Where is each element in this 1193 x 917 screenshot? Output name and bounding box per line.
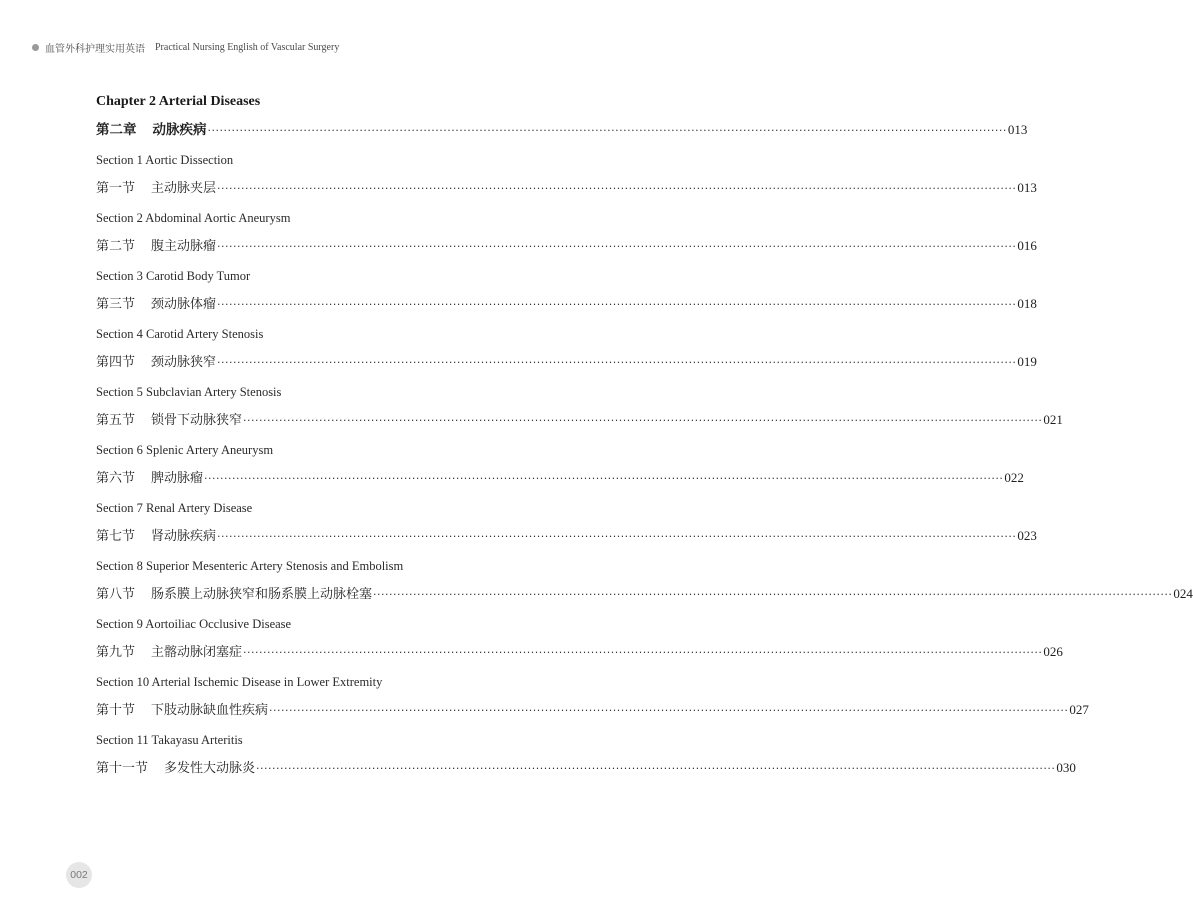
header-title-en: Practical Nursing English of Vascular Surgery <box>155 42 340 53</box>
section-number-zh: 第三节 <box>96 297 136 312</box>
section-title-en: Section 1 Aortic Dissection <box>96 153 234 167</box>
dot-leader: ········································································································································································································ <box>217 298 1017 311</box>
section-title-zh: 颈动脉狭窄 <box>151 355 217 370</box>
section-page-number: 027 <box>1069 702 1089 717</box>
section-page-number: 026 <box>1043 644 1063 659</box>
section-title-zh: 颈动脉体瘤 <box>151 297 217 312</box>
header-title-zh: 血管外科护理实用英语 <box>45 44 145 55</box>
section-entry-zh[interactable] <box>96 641 1063 660</box>
section-number-zh: 第四节 <box>96 355 136 370</box>
dot-leader: ········································································································································································································ <box>269 704 1069 717</box>
section-title-en: Section 2 Abdominal Aortic Aneurysm <box>96 211 291 225</box>
dot-leader: ········································································································································································································ <box>217 530 1017 543</box>
section-title-zh: 肠系膜上动脉狭窄和肠系膜上动脉栓塞 <box>151 587 373 602</box>
section-title-zh: 主髂动脉闭塞症 <box>151 645 243 660</box>
section-number-zh: 第二节 <box>96 239 136 254</box>
section-number-zh: 第八节 <box>96 587 136 602</box>
section-title-en: Section 7 Renal Artery Disease <box>96 501 253 515</box>
section-entry-zh[interactable] <box>96 409 1063 428</box>
chapter-title-zh: 动脉疾病 <box>152 122 207 138</box>
dot-leader: ········································································································································································································ <box>256 762 1056 775</box>
section-title-zh: 脾动脉瘤 <box>151 471 204 486</box>
dot-leader: ········································································································································································································ <box>217 240 1017 253</box>
chapter-title-en: Chapter 2 Arterial Diseases <box>96 94 261 109</box>
section-number-zh: 第六节 <box>96 471 136 486</box>
section-entry-zh[interactable] <box>96 525 1037 544</box>
dot-leader: ········································································································································································································ <box>204 472 1004 485</box>
section-title-zh: 主动脉夹层 <box>151 181 217 196</box>
section-page-number: 030 <box>1056 760 1076 775</box>
section-page-number: 021 <box>1043 412 1063 427</box>
section-title-en: Section 4 Carotid Artery Stenosis <box>96 327 264 341</box>
section-page-number: 019 <box>1017 354 1037 369</box>
section-title-en: Section 5 Subclavian Artery Stenosis <box>96 385 282 399</box>
section-number-zh: 第十一节 <box>96 761 149 776</box>
section-entry-zh[interactable] <box>96 583 1193 602</box>
dot-leader: ········································································································································································································ <box>243 646 1043 659</box>
dot-leader: ········································································································································································································ <box>207 124 1007 137</box>
section-page-number: 016 <box>1017 238 1037 253</box>
dot-leader: ········································································································································································································ <box>373 588 1173 601</box>
section-title-zh: 肾动脉疾病 <box>151 529 217 544</box>
section-entry-zh[interactable] <box>96 699 1089 718</box>
section-page-number: 023 <box>1017 528 1037 543</box>
section-page-number: 022 <box>1004 470 1024 485</box>
section-page-number: 024 <box>1173 586 1193 601</box>
section-number-zh: 第一节 <box>96 181 136 196</box>
section-title-en: Section 9 Aortoiliac Occlusive Disease <box>96 617 292 631</box>
section-entry-zh[interactable] <box>96 293 1037 312</box>
section-entry-zh[interactable] <box>96 177 1037 196</box>
header-bullet-icon <box>32 44 39 51</box>
section-title-en: Section 11 Takayasu Arteritis <box>96 733 243 747</box>
section-page-number: 018 <box>1017 296 1037 311</box>
section-number-zh: 第七节 <box>96 529 136 544</box>
section-title-en: Section 10 Arterial Ischemic Disease in Lower Extremity <box>96 675 383 689</box>
section-page-number: 013 <box>1017 180 1037 195</box>
section-entry-zh[interactable] <box>96 351 1037 370</box>
chapter-entry-zh[interactable] <box>96 118 1028 138</box>
section-title-zh: 腹主动脉瘤 <box>151 239 217 254</box>
chapter-number-zh: 第二章 <box>96 122 137 138</box>
section-entry-zh[interactable] <box>96 235 1037 254</box>
dot-leader: ········································································································································································································ <box>243 414 1043 427</box>
section-entry-zh[interactable] <box>96 467 1024 486</box>
dot-leader: ········································································································································································································ <box>217 182 1017 195</box>
section-number-zh: 第五节 <box>96 413 136 428</box>
section-entry-zh[interactable] <box>96 757 1076 776</box>
section-title-zh: 锁骨下动脉狭窄 <box>151 413 243 428</box>
running-header <box>32 40 339 55</box>
section-number-zh: 第九节 <box>96 645 136 660</box>
dot-leader: ········································································································································································································ <box>217 356 1017 369</box>
chapter-page-number: 013 <box>1007 122 1028 137</box>
section-title-zh: 下肢动脉缺血性疾病 <box>151 703 269 718</box>
section-title-en: Section 3 Carotid Body Tumor <box>96 269 251 283</box>
section-title-zh: 多发性大动脉炎 <box>164 761 256 776</box>
page-number-badge: 002 <box>66 862 92 888</box>
section-title-en: Section 6 Splenic Artery Aneurysm <box>96 443 274 457</box>
section-number-zh: 第十节 <box>96 703 136 718</box>
section-title-en: Section 8 Superior Mesenteric Artery Stenosis and Embolism <box>96 559 404 573</box>
